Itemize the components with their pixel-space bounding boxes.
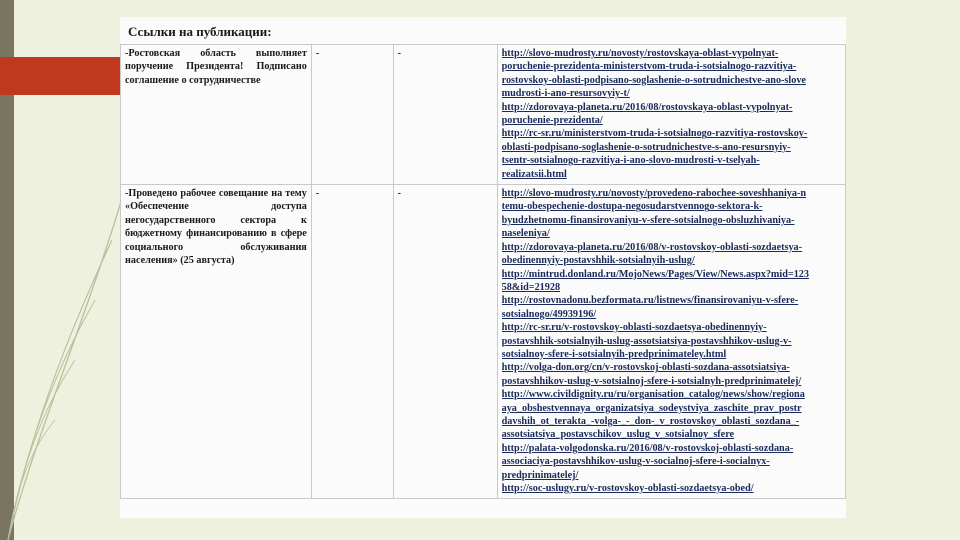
links-cell bbox=[497, 185, 845, 499]
row-col3: - bbox=[393, 45, 497, 185]
publication-link[interactable]: sotsialnogo/49939196/ bbox=[501, 308, 597, 320]
publication-link[interactable]: http://slovo-mudrosty.ru/novosty/provedeno-rabochee-soveshhaniya-n bbox=[501, 188, 807, 200]
publication-link[interactable]: 58&id=21928 bbox=[501, 281, 561, 293]
links-cell bbox=[497, 45, 845, 185]
publication-link[interactable]: http://www.civildignity.ru/ru/organisation_catalog/news/show/regiona bbox=[501, 389, 805, 401]
publication-link[interactable]: davshih_ot_terakta_-volga-_-_don-_v_rostovskoy_oblasti_sozdana_- bbox=[501, 415, 800, 427]
publication-link[interactable]: temu-obespechenie-dostupa-negosudarstvennogo-sektora-k- bbox=[501, 201, 763, 213]
publication-link[interactable]: aya_obshestvennaya_organizatsiya_sodeystviya_zaschite_prav_postr bbox=[501, 402, 802, 414]
publication-link[interactable]: poruchenie-prezidenta/ bbox=[501, 115, 603, 127]
row-col3: - bbox=[393, 185, 497, 499]
publication-link[interactable]: http://rc-sr.ru/v-rostovskoy-oblasti-sozdaetsya-obedinennyiy- bbox=[501, 322, 767, 334]
publication-link[interactable]: postavshhikov-uslug-v-sotsialnoj-sfere-i-sotsialnyh-predprinimatelej/ bbox=[501, 375, 802, 387]
publication-link[interactable]: http://zdorovaya-planeta.ru/2016/08/v-rostovskoy-oblasti-sozdaetsya- bbox=[501, 241, 803, 253]
publication-link[interactable]: http://rostovnadonu.bezformata.ru/listnews/finansirovaniyu-v-sfere- bbox=[501, 295, 799, 307]
row-description: -Проведено рабочее совещание на тему «Обеспечение доступа негосударственного сектора к бюджетному финансированию в сфере социального обслуживания населения» (25 августа) bbox=[121, 185, 312, 499]
publication-link[interactable]: http://rc-sr.ru/ministerstvom-truda-i-sotsialnogo-razvitiya-rostovskoy- bbox=[501, 128, 808, 140]
publication-link[interactable]: http://slovo-mudrosty.ru/novosty/rostovskaya-oblast-vypolnyat- bbox=[501, 48, 779, 59]
title-accent-tab bbox=[0, 57, 122, 95]
publication-link[interactable]: http://palata-volgodonska.ru/2016/08/v-rostovskoj-oblasti-sozdana- bbox=[501, 442, 794, 454]
publication-link[interactable]: assotsiatsiya_postavschikov_uslug_v_sotsialnoy_sfere bbox=[501, 429, 735, 441]
row-col2: - bbox=[311, 185, 393, 499]
publication-link[interactable]: http://volga-don.org/cn/v-rostovskoj-oblasti-sozdana-assotsiatsiya- bbox=[501, 362, 790, 374]
table-row bbox=[121, 45, 846, 185]
publication-link[interactable]: http://zdorovaya-planeta.ru/2016/08/rostovskaya-oblast-vypolnyat- bbox=[501, 101, 793, 113]
publication-link[interactable]: mudrosti-i-ano-resursovyiy-t/ bbox=[501, 88, 630, 100]
publication-link[interactable]: http://soc-uslugy.ru/v-rostovskoy-oblasti-sozdaetsya-obed/ bbox=[501, 483, 754, 494]
document-page bbox=[120, 17, 846, 518]
publication-link[interactable]: predprinimatelej/ bbox=[501, 469, 579, 481]
document-title: Ссылки на публикации: bbox=[128, 24, 272, 39]
publication-link[interactable]: postavshhik-sotsialnyih-uslug-assotsiatsiya-postavshhikov-uslug-v- bbox=[501, 335, 792, 347]
publication-link[interactable]: rostovskoy-oblasti-podpisano-soglashenie-o-sotrudnichestve-ano-slove bbox=[501, 74, 806, 86]
row-description: -Ростовская область выполняет поручение Президента! Подписано соглашение о сотрудничестве bbox=[121, 45, 312, 185]
row-col2: - bbox=[311, 45, 393, 185]
table-row bbox=[121, 185, 846, 499]
publication-link[interactable]: tsentr-sotsialnogo-razvitiya-i-ano-slovo-mudrosti-v-tselyah- bbox=[501, 155, 760, 167]
publication-link[interactable]: realizatsii.html bbox=[501, 168, 567, 180]
publication-link[interactable]: obedinennyiy-postavshhik-sotsialnyih-uslug/ bbox=[501, 255, 695, 267]
publication-link[interactable]: byudzhetnomu-finansirovaniyu-v-sfere-sotsialnogo-obsluzhivaniya- bbox=[501, 214, 795, 226]
publication-link[interactable]: http://mintrud.donland.ru/MojoNews/Pages/View/News.aspx?mid=123 bbox=[501, 268, 809, 280]
publication-link[interactable]: naseleniya/ bbox=[501, 228, 550, 240]
publication-link[interactable]: oblasti-podpisano-soglashenie-o-sotrudnichestve-s-ano-resursnyiy- bbox=[501, 141, 791, 153]
publication-link[interactable]: poruchenie-prezidenta-ministerstvom-truda-i-sotsialnogo-razvitiya- bbox=[501, 61, 797, 73]
publications-table bbox=[120, 44, 846, 499]
publication-link[interactable]: sotsialnoy-sfere-i-sotsialnyih-predprinimateley.html bbox=[501, 348, 727, 360]
publication-link[interactable]: associaciya-postavshhikov-uslug-v-socialnoj-sfere-i-socialnyx- bbox=[501, 456, 770, 468]
